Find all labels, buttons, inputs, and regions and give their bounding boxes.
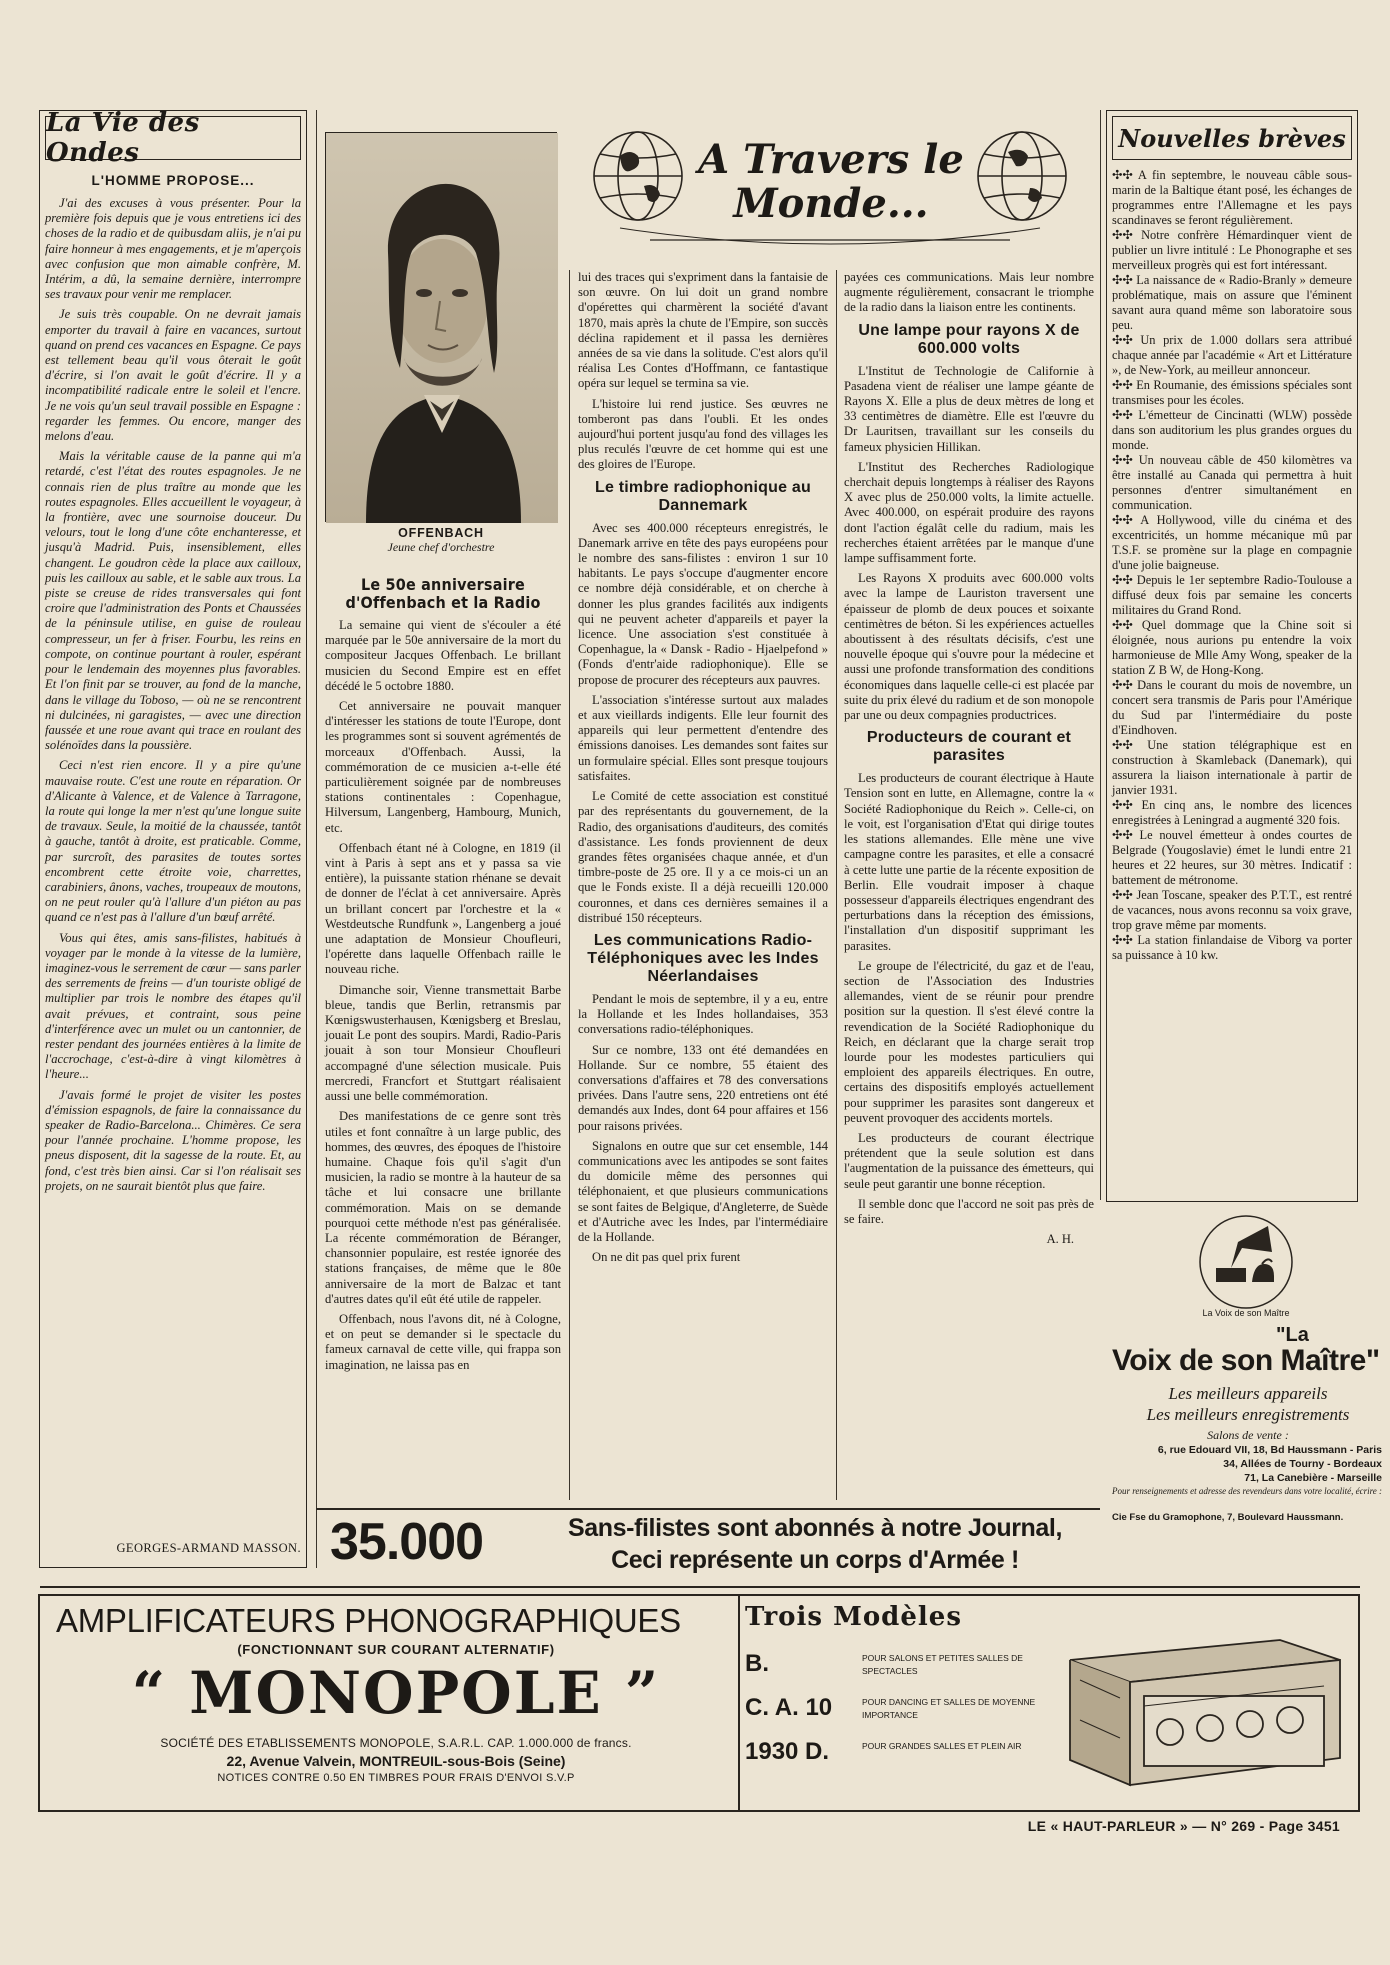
subscribers-number: 35.000 <box>330 1513 484 1571</box>
paragraph: Il semble donc que l'accord ne soit pas près de se faire. <box>844 1196 1094 1226</box>
page-footer: LE « HAUT-PARLEUR » — N° 269 - Page 3451 <box>1027 1818 1340 1834</box>
model-description: POUR DANCING ET SALLES DE MOYENNE IMPORTANCE <box>862 1697 1036 1720</box>
paragraph: Ceci n'est rien encore. Il y a pire qu'une mauvaise route. C'est une route en réparation. Or d'Alicante à Valence, et de Valence à Tarragone, la route qui longe la mer n'est qu'une longue suite de travaux. Seule, la moitié de la chaussée, tantôt à gauche, tantôt à droite, est praticable. Comme, par surcroît, des parasites de toutes sortes encombrent cette étroite voie, charrettes, carabiniers, ânons, vaches, troupeaux de moutons, on ne peut rouler qu'à l'allure d'un piéton au pas quand ce n'est pas à l'allure d'un bœuf arrêté. <box>45 758 301 925</box>
article-title: Le 50e anniversaire d'Offenbach et la Radio <box>345 575 541 612</box>
column-4-article <box>844 270 1094 1502</box>
brief-item: ✣✣ A fin septembre, le nouveau câble sous-marin de la Baltique étant posé, les échanges de programmes entre l'Allemagne et les pays scandinaves se feront régulièrement. <box>1112 168 1352 227</box>
brief-item: ✣✣ Un prix de 1.000 dollars sera attribué chaque année par l'académie « Art et Littérature », de New-York, au meilleur annonceur. <box>1112 333 1352 377</box>
paragraph: Signalons en outre que sur cet ensemble, 144 communications avec les antipodes se sont faites du domicile même des personnes qui téléphonaient, et que plusieurs communications se sont faites de Belgique, d'Angleterre, de Suède et d'Autriche avec les Indes, par l'intermédiaire de la Hollande. <box>578 1138 828 1244</box>
offenbach-portrait <box>325 132 557 522</box>
article-title: Le timbre radiophonique au Dannemark <box>595 478 811 514</box>
paragraph: L'histoire lui rend justice. Ses œuvres ne tomberont pas dans l'oubli. Et les ondes aujourd'hui portent jusqu'au fond des villages les plus reculés l'œuvre de cet homme qui est une des gloires de l'Europe. <box>578 396 828 472</box>
brief-item: ✣✣ Notre confrère Hémardinquer vient de publier un livre intitulé : Le Phonographe et ses merveilleux progrès qui est fort intéressant. <box>1112 228 1352 272</box>
brief-item: ✣✣ Un nouveau câble de 450 kilomètres va être installé au Canada qui permettra à huit personnes d'entrer simultanément en communication. <box>1112 453 1352 512</box>
paragraph: Le Comité de cette association est constitué par des représentants du gouvernement, de la Radio, des organisations d'auditeurs, des comités d'assistance. Les fonds proviennent de deux grandes fêtes organisées chaque année, et d'un timbre-poste de 25 ore. Il y a ce mois-ci un an que le Fonds existe. Il a déjà recueilli 120.000 couronnes, et dans ces dernières semaines il a distribué 150 récepteurs. <box>578 789 828 925</box>
paragraph: Je suis très coupable. On ne devrait jamais emporter du travail à faire en vacances, surtout quand on prend ces vacances en Espagne. Ce pays est tellement beau qu'il vous ôterait le goût d'écrire, si l'on avait le goût d'écrire. Il y a incompatibilité radicale entre le soleil et l'encre. Je ne vois qu'un seul travail possible en Espagne : regarder les femmes. Ou encore, manger des melons d'eau. <box>45 307 301 444</box>
masthead-title: Nouvelles brèves <box>1118 123 1346 153</box>
tagline-appareils: Les meilleurs appareils <box>1168 1384 1328 1403</box>
paragraph: J'ai des excuses à vous présenter. Pour la première fois depuis que je vous entretiens ici des choses de la radio et de quibusdam aliis, je n'ai pu faire honneur à mes engagements, et je m'aperçois avec confusion que mon aimable confrère, M. Intérim, a dû, la semaine dernière, interrompre ses travaux pour venir me remplacer. <box>45 196 301 302</box>
column-3-article <box>578 270 828 1502</box>
paragraph: L'Institut des Recherches Radiologique cherchait depuis longtemps à réaliser des Rayons X avec plus de 250.000 volts, la limite actuelle. Avec 400.000, on espérait produire des rayons dont l'action égalât celle du radium, mais les recherches étaient arrêtées par le manque d'une lampe suffisamment forte. <box>844 459 1094 566</box>
brief-item: ✣✣ Quel dommage que la Chine soit si éloignée, nous aurions pu entendre la voix harmonieuse de Mlle Amy Wong, speaker de la station Z B W, de Hong-Kong. <box>1112 618 1352 677</box>
retailer-note: Pour renseignements et adresse des revendeurs dans votre localité, écrire : <box>1112 1486 1383 1496</box>
paragraph: Des manifestations de ce genre sont très utiles et font connaître à un large public, des hommes, des œuvres, des époques de l'histoire humaine. Chaque fois qu'il s'agit d'un musicien, la radio se montre à la hauteur de sa tâche et lui consacre une brillante commémoration. Mais on se demande pourquoi cette méthode n'est pas généralisée. La récente commémoration de Béranger, chansonnier populaire, est restée ignorée des stations françaises, de même que le 80e anniversaire de la mort de Balzac et tant d'autres dates qu'il eût été utile de rappeler. <box>325 1109 561 1306</box>
brief-item: ✣✣ La station finlandaise de Viborg va porter sa puissance à 10 kw. <box>1112 933 1352 962</box>
brief-item: ✣✣ En cinq ans, le nombre des licences enregistrées à Leningrad a augmenté 320 fois. <box>1112 798 1352 827</box>
portrait-illustration <box>326 133 558 523</box>
logo-caption: La Voix de son Maître <box>1202 1308 1290 1318</box>
paragraph: Offenbach étant né à Cologne, en 1819 (il vint à Paris à sept ans et y passa sa vie entière), la puissante station rhénane se devait de donner de l'éclat à cet anniversaire. Après un brillant concert par l'orchestre et la « Westdeutsche Rundfunk », Langenberg a joué une adaptation de Monsieur Choufleuri, l'opérette dans laquelle Offenbach raille le nouveau riche. <box>325 840 561 977</box>
monopole-notice: NOTICES CONTRE 0.50 EN TIMBRES POUR FRAIS D'ENVOI S.V.P <box>217 1772 575 1784</box>
monopole-address: 22, Avenue Valvein, MONTREUIL-sous-Bois (Seine) <box>226 1753 566 1769</box>
brief-item: ✣✣ A Hollywood, ville du cinéma et des excentricités, un homme mécanique mû par T.S.F. se promène sur la plage en compagnie d'une jolie baigneuse. <box>1112 513 1352 572</box>
subscribers-line-1: Sans-filistes sont abonnés à notre Journal, <box>567 1514 1063 1542</box>
signature: A. H. <box>1046 1232 1074 1247</box>
paragraph: Avec ses 400.000 récepteurs enregistrés, le Danemark arrive en tête des pays européens pour le nombre des sans-filistes : environ 1 sur 10 habitants. Le pays s'occupe d'augmenter encore ce nombre déjà considérable, et on cherche à donner les plus grandes facilités aux indigents qui ne peuvent acheter d'appareils et payer la licence. Une association s'est constituée à Copenhague, la « Dansk - Radio - Hjaelpefond » (Fonds d'entr'aide radiophonique). Elle se propose de procurer des récepteurs aux pauvres. <box>578 520 828 687</box>
paragraph: Mais la véritable cause de la panne qui m'a retardé, c'est l'état des routes espagnoles. Je ne connais rien de plus traître au monde que les routes espagnoles. Elles accueillent le voyageur, à la frontière, avec une sournoise douceur. Du velours, tout le long d'une côte enchanteresse, et jusqu'à Madrid. Puis, insensiblement, elles changent. Le goudron cède la place aux cailloux, puis les cailloux au sable, et le sable aux trous. La piste se creuse de rides transversales qui font croire que l'administration des Ponts et Chaussées de la péninsule utilise, en guise de rouleau compresseur, un fer à friser. Fourbu, les reins en compote, on continue pourtant à rouler, espérant pour le lendemain des moyennes plus favorables. Et l'on finit par se trouver, au fond de la manche, dans le village du Toboso, — où ne se rencontrent ni dulcinées, ni garagistes, — avec une direction faussée et une roue avant qui trace en roulant des solénoïdes dans la poussière. <box>45 449 301 753</box>
models-divider <box>738 1596 740 1810</box>
masthead-title: La Vie des Ondes <box>46 108 200 168</box>
brief-item: ✣✣ Depuis le 1er septembre Radio-Toulouse a diffusé deux fois par semaine les concerts militaires du Grand Rond. <box>1112 573 1352 617</box>
brand-quote: "La <box>1276 1324 1309 1346</box>
portrait-caption <box>325 526 557 568</box>
models-title: Trois Modèles <box>745 1602 962 1632</box>
article-title: Les communications Radio-Téléphoniques avec les Indes Néerlandaises <box>587 931 819 985</box>
article-title: Une lampe pour rayons X de 600.000 volts <box>858 321 1080 357</box>
ad-voix-de-son-maitre <box>1106 1212 1390 1523</box>
paragraph: Dimanche soir, Vienne transmettait Barbe bleue, tandis que Berlin, retransmis par Kœnigswusterhausen, Kœnigsberg et Breslau, jouait Le pont des soupirs. Mardi, Radio-Paris jouait à son tour Monsieur Choufleuri accompagné d'une sélection musicale. Puis mercredi, Francfort et Stuttgart réalisaient aussi une belle commémoration. <box>325 982 561 1104</box>
model-code: B. <box>745 1650 769 1677</box>
brief-item: ✣✣ Dans le courant du mois de novembre, un concert sera transmis de Paris pour l'Amérique du Sud par l'intermédiaire du poste d'Eindhoven. <box>1112 678 1352 737</box>
column-divider <box>316 110 317 1568</box>
paragraph: Offenbach, nous l'avons dit, né à Cologne, et on peut se demander si le spectacle du fameux carnaval de cette ville, qui frappa son imagination, ne laissa pas en <box>325 1311 561 1372</box>
monopole-title: AMPLIFICATEURS PHONOGRAPHIQUES <box>56 1602 681 1639</box>
model-code: 1930 D. <box>745 1738 830 1765</box>
signature: GEORGES-ARMAND MASSON. <box>116 1541 301 1555</box>
model-code: C. A. 10 <box>745 1694 833 1721</box>
monopole-company: SOCIÉTÉ DES ETABLISSEMENTS MONOPOLE, S.A.R.L. CAP. 1.000.000 de francs. <box>160 1736 632 1750</box>
paragraph: J'avais formé le projet de visiter les postes d'émission espagnols, de faire la connaissance du speaker de Radio-Barcelona... Chimères. Ce sera pour l'année prochaine. L'homme propose, les pneus disposent, dit la sagesse de la route. Et, au fond, c'est très bien ainsi. Car si l'on réalisait ses projets, on ne saurait bientôt plus que faire. <box>45 1087 301 1193</box>
paragraph: Cet anniversaire ne pouvait manquer d'intéresser les stations de toute l'Europe, dont les programmes sont si souvent agrémentés de morceaux d'Offenbach. Aussi, la commémoration de ce musicien a-t-elle été particulièrement soignée par de nombreuses stations continentales : Copenhague, Hilversum, Langenberg, Hambourg, Munich, etc. <box>325 699 561 835</box>
column-divider <box>569 270 570 1500</box>
column-5-frame <box>1106 110 1358 1202</box>
paragraph: On ne dit pas quel prix furent <box>592 1250 741 1265</box>
monopole-brand: “ MONOPOLE ” <box>131 1659 661 1727</box>
brief-item: ✣✣ La naissance de « Radio-Branly » demeure problématique, mais on assure que l'éminent savant aura quand même son laboratoire sous peu. <box>1112 273 1352 332</box>
column-1-frame <box>39 110 307 1568</box>
brief-item: ✣✣ En Roumanie, des émissions spéciales sont transmises pour les écoles. <box>1112 378 1352 407</box>
paragraph: lui des traces qui s'expriment dans la fantaisie de son œuvre. On lui doit un grand nombre d'opérettes qui charmèrent la société d'avant 1870, mais après la chute de l'Empire, son succès déclina rapidement et il passa les dernières années de sa vie dans la solitude. C'est alors qu'il réalisa Les Contes d'Hoffmann, ce fantastique opéra sur lequel se termina sa vie. <box>578 270 828 391</box>
monopole-subtitle: (FONCTIONNANT SUR COURANT ALTERNATIF) <box>237 1642 555 1657</box>
brief-item: ✣✣ Jean Toscane, speaker des P.T.T., est rentré de vacances, nous avons reconnu sa voix grave, trop grave même par moments. <box>1112 888 1352 932</box>
column-2-article <box>325 570 561 1564</box>
column-divider <box>1100 110 1101 1200</box>
address-marseille: 71, La Canebière - Marseille <box>1244 1472 1382 1484</box>
paragraph: Pendant le mois de septembre, il y a eu, entre la Hollande et les Indes hollandaises, 353 conversations radio-téléphoniques. <box>578 991 828 1037</box>
paragraph: Les producteurs de courant électrique prétendent que la seule solution est dans l'augmentation de la puissance des émetteurs, qui seule peut garantir une bonne réception. <box>844 1130 1094 1191</box>
article-title: L'HOMME PROPOSE... <box>91 173 255 188</box>
brief-item: ✣✣ L'émetteur de Cincinatti (WLW) possède dans son auditorium les plus grandes orgues du monde. <box>1112 408 1352 452</box>
gramophone-dog-logo-icon <box>1186 1212 1306 1312</box>
paragraph: La semaine qui vient de s'écouler a été marquée par le 50e anniversaire de la mort du compositeur Jacques Offenbach. Le brillant musicien du Second Empire est en effet décédé le 5 octobre 1880. <box>325 618 561 693</box>
article-title: Producteurs de courant et parasites <box>866 729 1072 765</box>
brand-name: Voix de son Maître" <box>1112 1344 1380 1377</box>
caption-subtitle: Jeune chef d'orchestre <box>387 540 495 554</box>
banner-top-rule <box>316 1508 1100 1510</box>
address-bordeaux: 34, Allées de Tourny - Bordeaux <box>1223 1458 1382 1470</box>
gramophone-company: Cie Fse du Gramophone, 7, Boulevard Haussmann. <box>1112 1512 1344 1523</box>
address-paris: 6, rue Edouard VII, 18, Bd Haussmann - Paris <box>1157 1444 1382 1456</box>
model-description: POUR GRANDES SALLES ET PLEIN AIR <box>862 1741 1022 1751</box>
tagline-enregistrements: Les meilleurs enregistrements <box>1146 1405 1350 1424</box>
paragraph: Le groupe de l'électricité, du gaz et de l'eau, section de l'Association des Industries allemandes, vient de se réunir pour prendre position sur la question. Il s'est élevé contre la revendication de la Société Radiophonique du Reich, en déclarant que la charge serait trop lourde pour les modestes particuliers qui emploient des appareils électriques. En outre, certains des dispositifs employés actuellement pour supprimer les parasites sont dangereux et peuvent provoquer des accidents mortels. <box>844 958 1094 1125</box>
brief-item: ✣✣ Une station télégraphique est en construction à Skamleback (Danemark), qui assurera la liaison internationale à partir de janvier 1931. <box>1112 738 1352 797</box>
brief-item: ✣✣ Le nouvel émetteur à ondes courtes de Belgrade (Yougoslavie) émet le lundi entre 21 heures et 22 heures, sur 30 mètres. Indicatif : battement de métronome. <box>1112 828 1352 887</box>
amplifier-cabinet-icon <box>1060 1620 1350 1790</box>
paragraph: payées ces communications. Mais leur nombre augmente régulièrement, consacrant le triomphe de la radio dans la liaison entre les continents. <box>844 270 1094 315</box>
paragraph: Les Rayons X produits avec 600.000 volts avec la lampe de Lauriston traversent une épaisseur de plomb de deux pouces et soixante centimètres de béton. Si les expériences actuelles aboutissent à des résultats décisifs, c'est une nouvelle époque qui s'ouvre pour la médecine et aussi une profonde transformation des conditions économiques dans laquelle celle-ci est placée par suite du prix élevé du radium et de son monopole par une ou deux compagnies productrices. <box>844 571 1094 723</box>
paragraph: Les producteurs de courant électrique à Haute Tension sont en lutte, en Allemagne, contre la « Société Radiophonique du Reich ». Celle-ci, on le voit, est l'organisation d'Etat qui dirige toutes les stations allemandes. Elle mène une vive campagne contre les parasites, et elle a consacré à cette lutte une partie de la récente exposition de Berlin. Elle voudrait imposer à chaque possesseur d'appareils électriques engendrant des perturbations dans la réception des émissions, l'installation d'un dispositif supprimant les parasites. <box>844 771 1094 953</box>
page-divider <box>40 1586 1360 1588</box>
column-divider <box>836 270 837 1500</box>
caption-name: OFFENBACH <box>398 526 484 540</box>
banner-title: A Travers le Monde... <box>698 136 964 227</box>
ad-monopole <box>38 1594 1360 1812</box>
paragraph: L'Institut de Technologie de Californie à Pasadena vient de réaliser une lampe géante de Rayons X. Elle a plus de deux mètres de long et 33 centimètres de diamètre. Elle est l'œuvre du Dr Lauritsen, travaillant sur les conseils du fameux physicien Hillikan. <box>844 363 1094 454</box>
a-travers-le-monde-banner <box>590 110 1070 260</box>
paragraph: Sur ce nombre, 133 ont été demandées en Hollande. Sur ce nombre, 55 étaient des conversations d'affaires et 78 des conversations privées. Dans l'autre sens, 220 entretiens ont été demandés aux Indes, dont 64 pour affaires et 156 pour raisons privées. <box>578 1042 828 1133</box>
paragraph: L'association s'intéresse surtout aux malades et aux vieillards indigents. Elle leur fournit des appareils qui leur permettent d'entendre des émissions danoises. Les demandes sont faites sur un formulaire spécial. Elles sont presque toujours satisfaites. <box>578 692 828 783</box>
model-description: POUR SALONS ET PETITES SALLES DE SPECTACLES <box>862 1653 1023 1676</box>
salons-heading: Salons de vente : <box>1207 1428 1289 1442</box>
paragraph: Vous qui êtes, amis sans-filistes, habitués à voyager par le monde à la vitesse de la lumière, imaginez-vous le serrement de cœur — sans parler des serrements de freins — d'un touriste obligé de multiplier par trois le nombre des étapes qu'il avait prévues, et contraint, sous peine d'interférence avec un mulet ou un cantonnier, de rester pendant des journées entières à la limite de l'accrochage, c'est-à-dire à vingt kilomètres à l'heure... <box>45 930 301 1082</box>
subscribers-line-2: Ceci représente un corps d'Armée ! <box>611 1546 1019 1574</box>
